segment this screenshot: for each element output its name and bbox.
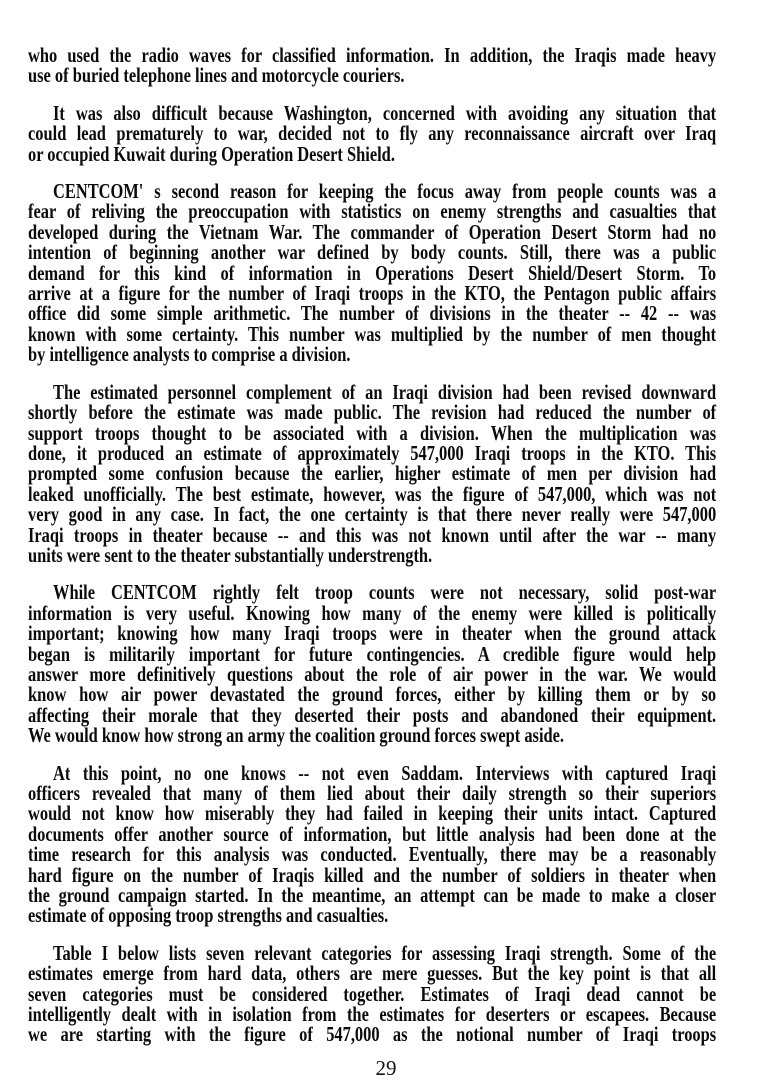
text-line: information is very useful. Knowing how many of the enemy were killed is politically xyxy=(28,600,717,625)
paragraph xyxy=(28,45,716,86)
text-line: CENTCOM' s second reason for keeping the focus away from people counts was a xyxy=(53,179,717,204)
text-line: by intelligence analysts to comprise a division. xyxy=(28,342,351,367)
text-line: leaked unofficially. The best estimate, however, was the figure of 547,000, which was not xyxy=(28,481,717,506)
text-line: who used the radio waves for classified information. In addition, the Iraqis made heavy xyxy=(28,43,717,67)
text-line: would not know how miserably they had failed in keeping their units intact. Captured xyxy=(28,801,717,826)
text-line: or occupied Kuwait during Operation Desert Shield. xyxy=(28,141,395,166)
text-line: time research for this analysis was conducted. Eventually, there may be a reasonably xyxy=(28,842,717,867)
text-line: very good in any case. In fact, the one certainty is that there never really were 547,000 xyxy=(28,502,717,527)
text-line: intelligently dealt with in isolation from the estimates for deserters or escapees. Because xyxy=(28,1002,717,1027)
text-line: It was also difficult because Washington, concerned with avoiding any situation that xyxy=(53,100,717,125)
text-line: shortly before the estimate was made public. The revision had reduced the number of xyxy=(28,400,717,425)
text-line: began is militarily important for future contingencies. A credible figure would help xyxy=(28,641,717,666)
page-number: 29 xyxy=(375,1056,397,1080)
paragraph xyxy=(28,580,717,748)
text-line: We would know how strong an army the coalition ground forces swept aside. xyxy=(28,723,565,748)
paragraph xyxy=(28,760,717,928)
text-line: Table I below lists seven relevant categories for assessing Iraqi strength. Some of the xyxy=(53,940,717,965)
text-line: The estimated personnel complement of an Iraqi division had been revised downward xyxy=(53,379,717,404)
text-line: know how air power devastated the ground forces, either by killing them or by so xyxy=(28,682,717,707)
paragraph xyxy=(28,940,717,1047)
text-line: hard figure on the number of Iraqis killed and the number of soldiers in theater when xyxy=(28,862,717,887)
text-line: seven categories must be considered together. Estimates of Iraqi dead cannot be xyxy=(28,981,717,1006)
text-line: use of buried telephone lines and motorcycle couriers. xyxy=(28,63,405,88)
text-line: estimates emerge from hard data, others are mere guesses. But the key point is that all xyxy=(28,961,717,986)
text-line: prompted some confusion because the earlier, higher estimate of men per division had xyxy=(28,461,717,486)
text-line: support troops thought to be associated with a division. When the multiplication was xyxy=(28,420,717,445)
paragraph xyxy=(28,379,717,567)
text-line: estimate of opposing troop strengths and casualties. xyxy=(28,903,389,928)
text-line: known with some certainty. This number was multiplied by the number of men thought xyxy=(28,321,717,346)
text-line: At this point, no one knows -- not even Saddam. Interviews with captured Iraqi xyxy=(53,760,717,785)
text-line: documents offer another source of information, but little analysis had been done at the xyxy=(28,821,717,846)
text-line: intention of beginning another war defined by body counts. Still, there was a public xyxy=(28,240,717,265)
text-line: we are starting with the figure of 547,000 as the notional number of Iraqi troops xyxy=(28,1022,717,1047)
text-line: Iraqi troops in theater because -- and this was not known until after the war -- many xyxy=(28,522,717,547)
paragraph xyxy=(28,181,716,365)
text-line: While CENTCOM rightly felt troop counts were not necessary, solid post-war xyxy=(53,580,717,605)
text-line: units were sent to the theater substantially understrength. xyxy=(28,542,433,567)
text-line: the ground campaign started. In the meantime, an attempt can be made to make a closer xyxy=(28,883,717,908)
text-line: done, it produced an estimate of approximately 547,000 Iraqi troops in the KTO. This xyxy=(28,440,717,465)
text-line: demand for this kind of information in Operations Desert Shield/Desert Storm. To xyxy=(28,260,717,285)
text-line: could lead prematurely to war, decided not to fly any reconnaissance aircraft over Iraq xyxy=(28,121,717,146)
text-line: arrive at a figure for the number of Iraqi troops in the KTO, the Pentagon public affairs xyxy=(28,281,717,306)
document-text xyxy=(28,45,716,1045)
text-line: affecting their morale that they deserted their posts and abandoned their equipment. xyxy=(28,702,717,727)
text-line: officers revealed that many of them lied about their daily strength so their superiors xyxy=(28,781,717,805)
text-line: fear of reliving the preoccupation with statistics on enemy strengths and casualties that xyxy=(28,199,717,224)
text-line: important; knowing how many Iraqi troops were in theater when the ground attack xyxy=(28,621,717,646)
text-line: developed during the Vietnam War. The commander of Operation Desert Storm had no xyxy=(28,219,717,244)
text-line: office did some simple arithmetic. The number of divisions in the theater -- 42 -- was xyxy=(28,301,717,326)
paragraph xyxy=(28,100,717,166)
text-line: answer more definitively questions about the role of air power in the war. We would xyxy=(28,661,717,686)
